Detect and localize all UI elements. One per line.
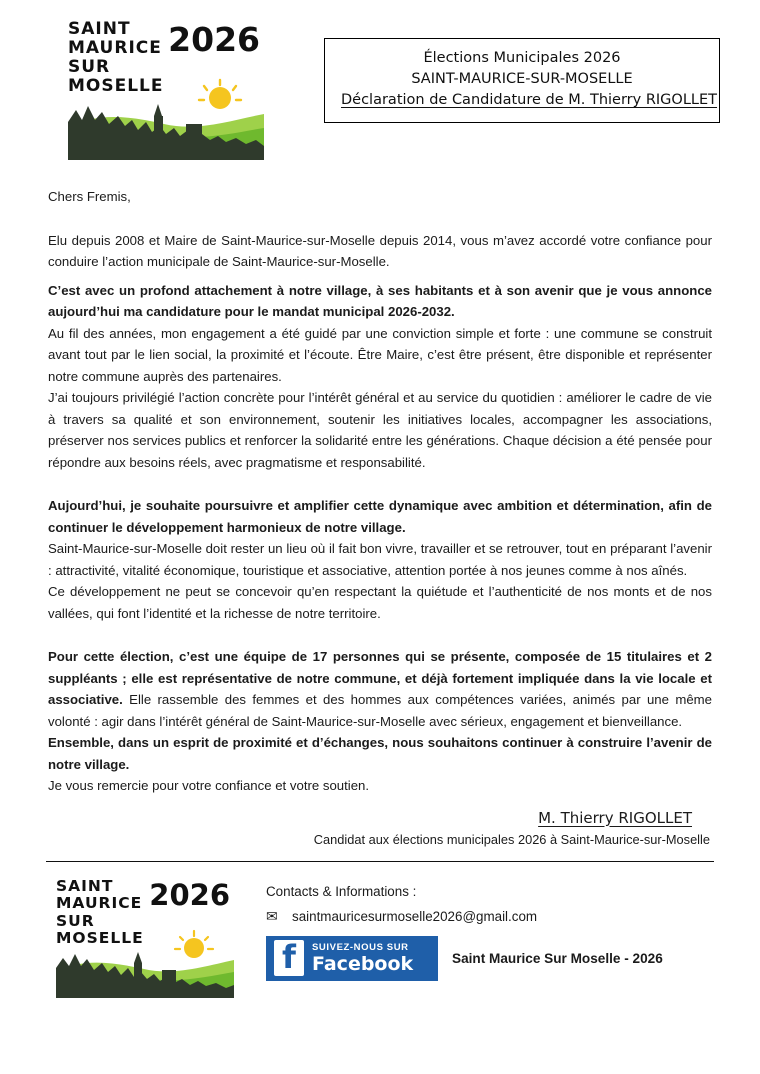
envelope-icon: ✉ xyxy=(266,908,278,924)
footer-logo-line-4: MOSELLE xyxy=(56,929,144,947)
title-line-declaration: Déclaration de Candidature de M. Thierry RIGOLLET xyxy=(341,92,718,108)
contacts-title: Contacts & Informations : xyxy=(266,883,417,899)
logo-landscape-illustration xyxy=(68,76,264,160)
facebook-icon: f xyxy=(274,940,304,976)
facebook-badge-texts xyxy=(312,942,413,975)
paragraph-6: Saint-Maurice-sur-Moselle doit rester un lieu où il fait bon vivre, travailler et se retrouver, tout en préparant l’avenir : attractivité, vitalité économique, touristique et associative, attention portée à nos jeunes comme à nos aînés. xyxy=(48,541,712,578)
letter-body xyxy=(46,186,714,797)
logo-line-2: MAURICE xyxy=(68,38,162,58)
logo-line-4: MOSELLE xyxy=(68,76,164,96)
contact-email-row xyxy=(266,909,663,924)
title-line-commune: SAINT-MAURICE-SUR-MOSELLE xyxy=(411,71,633,87)
paragraph-3: Au fil des années, mon engagement a été guidé par une conviction simple et forte : une commune se construit avant tout par le lien social, la proximité et l’écoute. Être Maire, c’est être présent, être disponible et représenter notre commune auprès des partenaires. xyxy=(48,325,712,384)
logo-year: 2026 xyxy=(168,20,260,59)
footer-logo-line-2: MAURICE xyxy=(56,894,143,912)
signature-block xyxy=(46,809,714,828)
title-box xyxy=(324,38,720,123)
paragraph-5-bold: Aujourd’hui, je souhaite poursuivre et amplifier cette dynamique avec ambition et détermination, afin de continuer le développement harmonieux de notre village. xyxy=(48,498,712,535)
header-logo xyxy=(68,16,264,156)
logo-wordmark xyxy=(68,19,264,96)
facebook-page-name: Saint Maurice Sur Moselle - 2026 xyxy=(452,950,663,966)
contacts-block xyxy=(266,874,663,981)
signature-subtitle: Candidat aux élections municipales 2026 à Saint-Maurice-sur-Moselle xyxy=(313,831,710,847)
facebook-badge[interactable] xyxy=(266,936,438,981)
paragraph-2-bold: C’est avec un profond attachement à notre village, à ses habitants et à son avenir que je vous annonce aujourd’hui ma candidature pour le mandat municipal 2026-2032. xyxy=(48,282,712,319)
paragraph-7: Ce développement ne peut se concevoir qu’en respectant la quiétude et l’authenticité de nos monts et de nos vallées, qui font l’identité et la richesse de notre territoire. xyxy=(48,584,712,621)
contact-email[interactable]: saintmauricesurmoselle2026@gmail.com xyxy=(292,908,538,924)
facebook-row xyxy=(266,936,663,981)
paragraph-8 xyxy=(48,646,712,732)
footer-logo xyxy=(56,874,234,996)
facebook-badge-small-text: SUIVEZ-NOUS SUR xyxy=(312,941,409,953)
document-footer xyxy=(46,862,714,996)
facebook-badge-big-text: Facebook xyxy=(312,952,414,975)
footer-logo-line-3: SUR xyxy=(56,911,95,930)
paragraph-9-bold: Ensemble, dans un esprit de proximité et d’échanges, nous souhaitons continuer à construire l’avenir de notre village. xyxy=(48,735,712,772)
salutation: Chers Fremis, xyxy=(48,189,131,204)
document-header xyxy=(46,0,718,160)
logo-line-3: SUR xyxy=(68,57,111,77)
paragraph-1: Elu depuis 2008 et Maire de Saint-Maurice-sur-Moselle depuis 2014, vous m’avez accordé votre confiance pour conduire l’action municipale de Saint-Maurice-sur-Moselle. xyxy=(48,232,712,269)
footer-logo-landscape-illustration xyxy=(56,928,234,998)
logo-line-1: SAINT xyxy=(68,19,131,39)
paragraph-8-rest: Elle rassemble des femmes et des hommes aux compétences variées, animés par une même volonté : agir dans l’intérêt général de Saint-Maurice-sur-Moselle avec sérieux, engagement et bienveillance. xyxy=(48,692,712,729)
footer-logo-year: 2026 xyxy=(149,877,230,912)
signature-name: M. Thierry RIGOLLET xyxy=(538,808,692,827)
paragraph-8-bold-part: Pour cette élection, c’est une équipe de 17 personnes qui se présente, composée de 15 titulaires et 2 suppléants ; elle est représentative de notre commune, et déjà fortement impliquée dans la vie locale et associative. xyxy=(48,649,712,707)
title-line-election: Élections Municipales 2026 xyxy=(423,50,621,66)
paragraph-4: J’ai toujours privilégié l’action concrète pour l’intérêt général et au service du quotidien : améliorer le cadre de vie à travers sa qualité et son environnement, soutenir les initiatives locales, accompagner les associations, préserver nos services publics et renforcer la solidarité entre les générations. Chaque décision a été pensée pour répondre aux besoins réels, avec pragmatisme et responsabilité. xyxy=(48,390,712,470)
footer-logo-line-1: SAINT xyxy=(56,876,114,895)
paragraph-10-thanks: Je vous remercie pour votre confiance et votre soutien. xyxy=(48,778,370,793)
